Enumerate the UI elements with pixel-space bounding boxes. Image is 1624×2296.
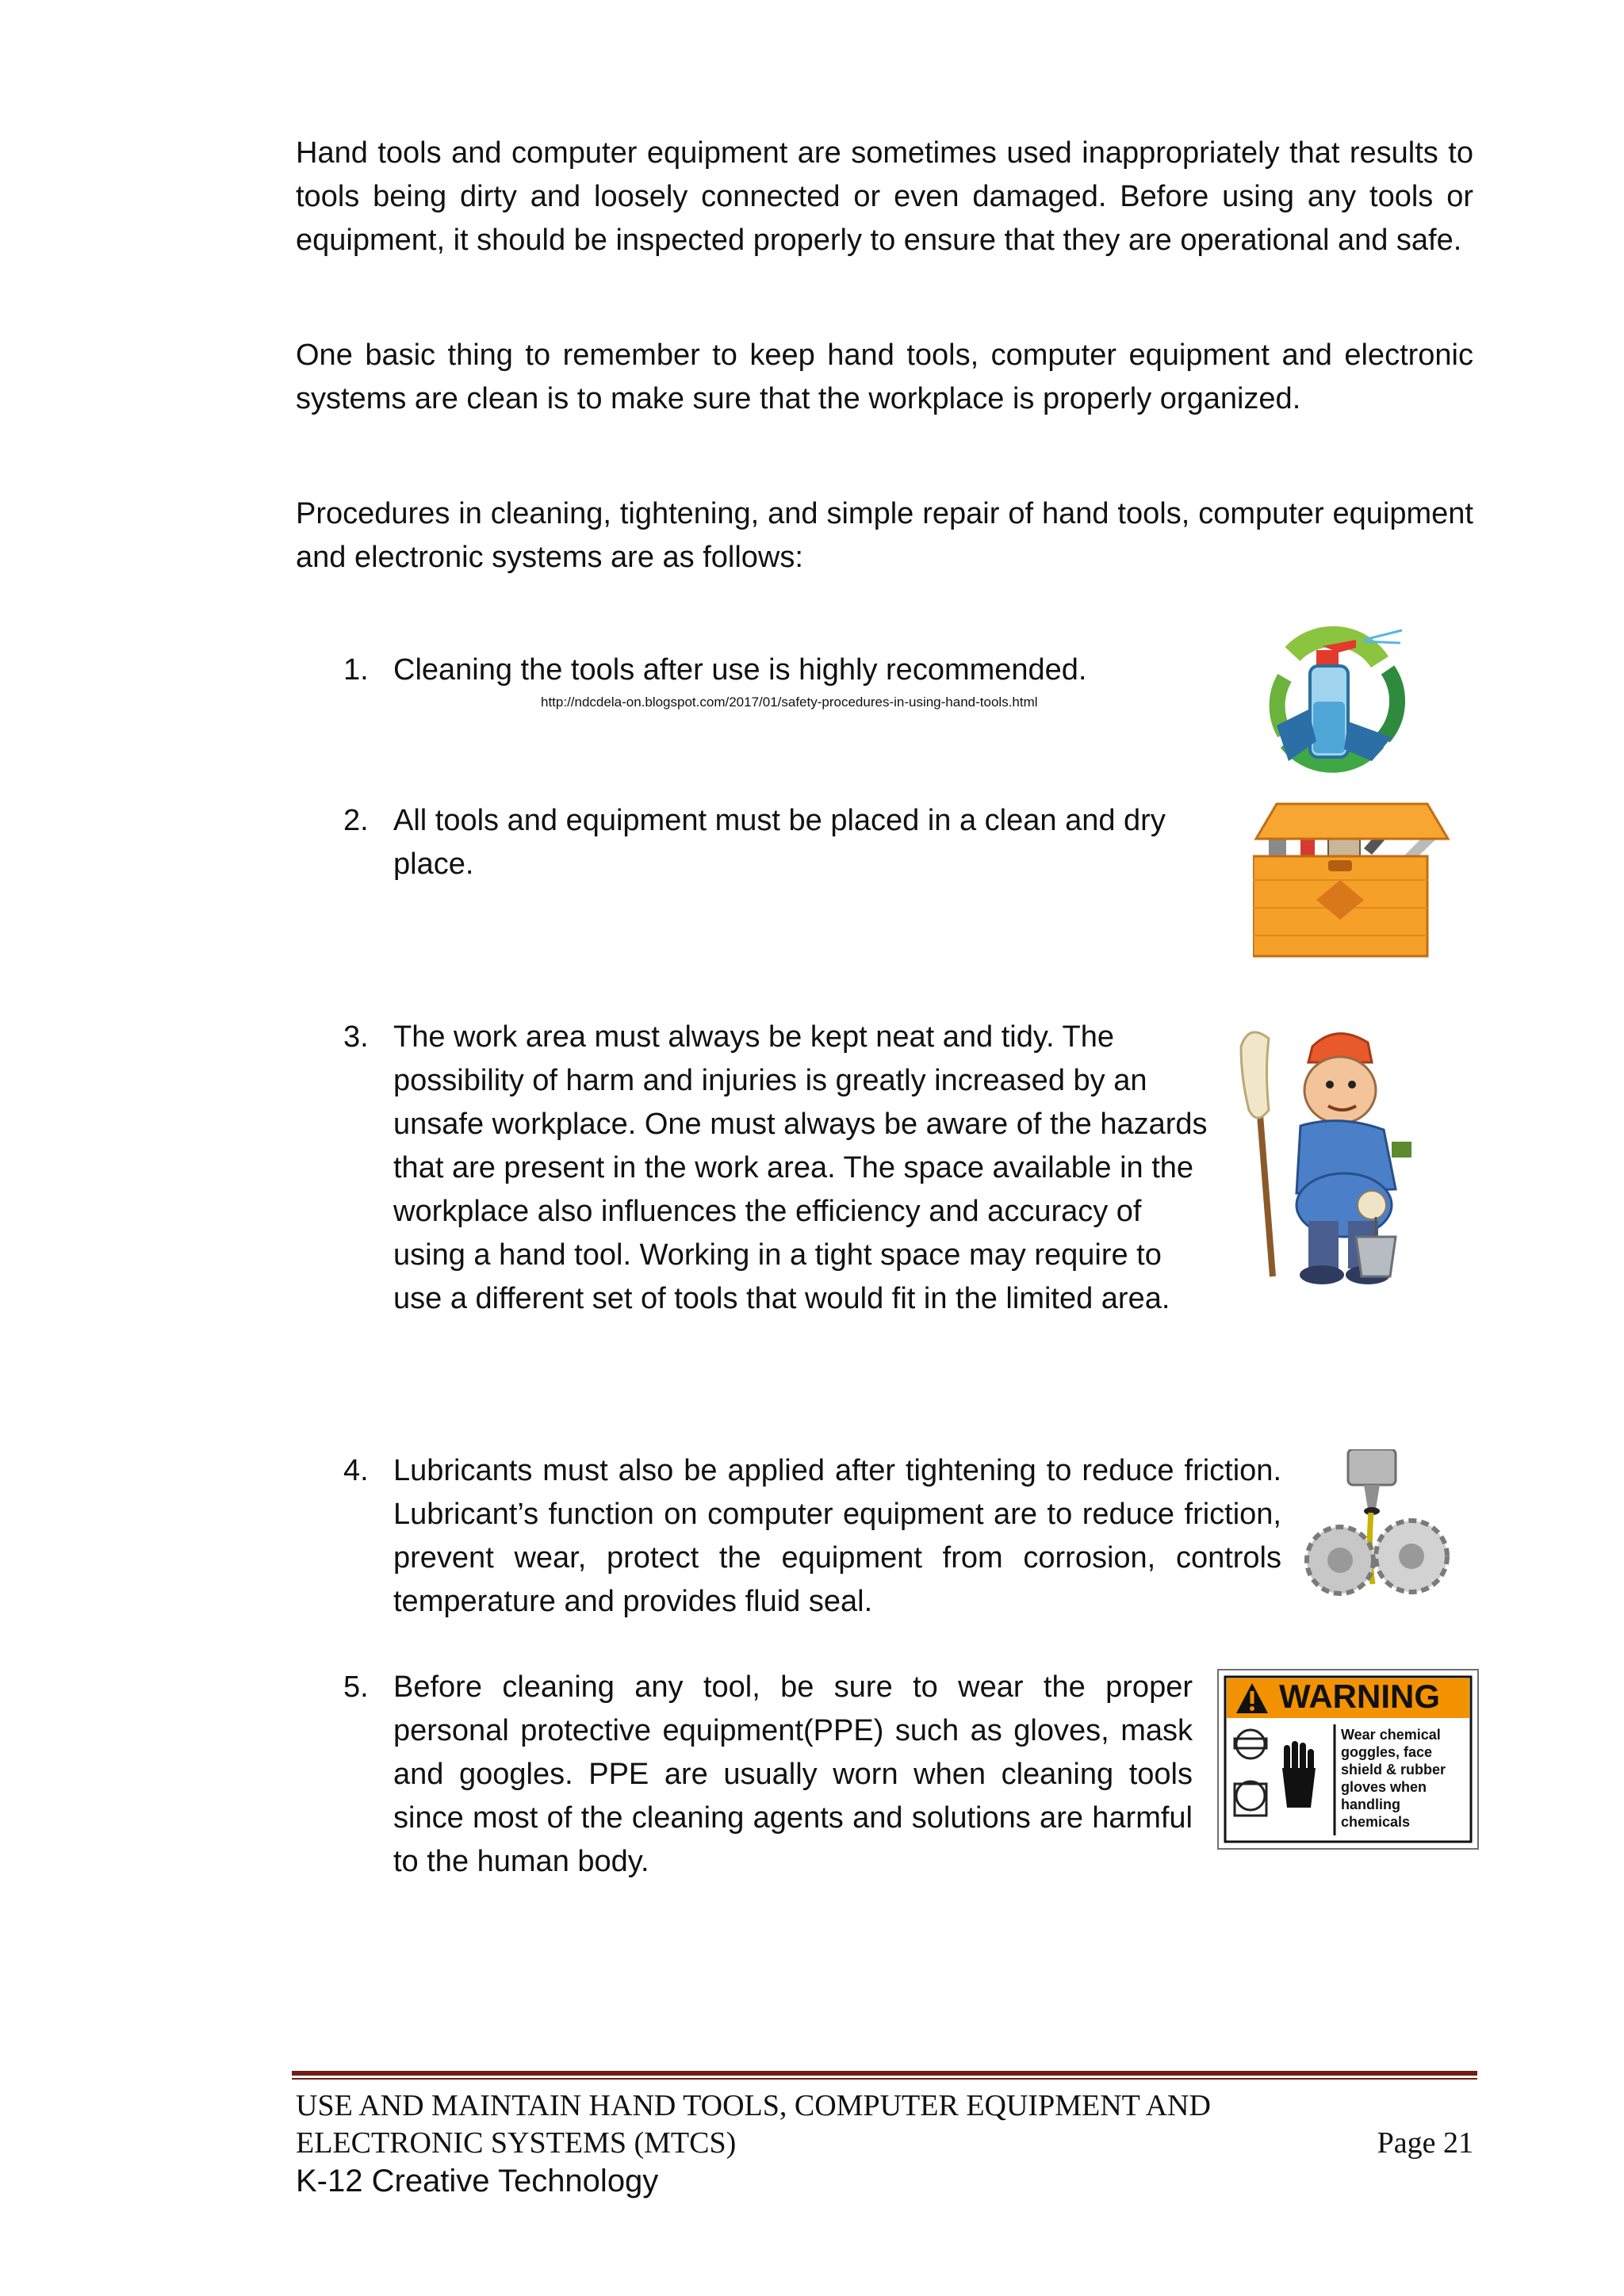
page-number: Page 21 xyxy=(1377,2126,1473,2160)
lubricant-gears-icon xyxy=(1304,1449,1451,1596)
list-item-number: 3. xyxy=(343,1020,369,1054)
list-item-text: Before cleaning any tool, be sure to wear the proper personal protective equipment(PPE) such as gloves, mask and googles. PPE are usually worn when cleaning tools since most of the cleaning agents and solutions are harmful to the human body. xyxy=(393,1670,1193,1878)
list-item-number: 4. xyxy=(343,1454,369,1487)
warning-line: goggles, face xyxy=(1341,1744,1433,1760)
footer-rule-thin xyxy=(292,2078,1477,2080)
warning-line: chemicals xyxy=(1341,1814,1411,1830)
toolbox-icon xyxy=(1253,801,1451,958)
footer-rule xyxy=(292,2071,1477,2076)
intro-paragraph-3: Procedures in cleaning, tightening, and simple repair of hand tools, computer equipment and electronic systems are as follows: xyxy=(296,497,1473,574)
intro-paragraph-2: One basic thing to remember to keep hand tools, computer equipment and electronic systems are clean is to make sure that the workplace is properly organized. xyxy=(296,339,1473,415)
spray-bottle-icon xyxy=(1261,622,1408,777)
footer-title-line-1: USE AND MAINTAIN HAND TOOLS, COMPUTER EQUIPMENT AND xyxy=(296,2089,1211,2122)
list-item-text: Lubricants must also be applied after tightening to reduce friction. Lubricant’s function on computer equipment are to reduce friction, prevent wear, protect the equipment from corrosion, controls temperature and provides fluid seal. xyxy=(393,1454,1281,1618)
list-item-number: 2. xyxy=(343,804,369,837)
warning-sign xyxy=(1217,1669,1479,1850)
list-item-text: The work area must always be kept neat and tidy. The possibility of harm and injuries is greatly increased by an unsafe workplace. One must always be aware of the hazards that are present in the work area. The space available in the workplace also influences the efficiency and accuracy of using a hand tool. Working in a tight space may require to use a different set of tools that would fit in the limited area. xyxy=(393,1020,1208,1315)
warning-title: WARNING xyxy=(1279,1678,1440,1715)
warning-message xyxy=(1341,1726,1446,1831)
footer-title-line-2: ELECTRONIC SYSTEMS (MTCS) xyxy=(296,2126,737,2160)
cleaning-man-illustration xyxy=(1225,1023,1439,1296)
warning-line: Wear chemical xyxy=(1341,1727,1441,1743)
intro-paragraph-1: Hand tools and computer equipment are sometimes used inappropriately that results to tools being dirty and loosely connected or even damaged. Before using any tools or equipment, it should be inspected properly to ensure that they are operational and safe. xyxy=(296,136,1473,257)
list-item-text: Cleaning the tools after use is highly recommended. xyxy=(393,653,1087,687)
list-item-number: 5. xyxy=(343,1670,369,1704)
source-url: http://ndcdela-on.blogspot.com/2017/01/safety-procedures-in-using-hand-tools.html xyxy=(541,695,1038,710)
list-item-text: All tools and equipment must be placed in a clean and dry place. xyxy=(393,804,1166,881)
list-item-number: 1. xyxy=(343,653,369,687)
footer-subtitle: K-12 Creative Technology xyxy=(296,2164,659,2198)
warning-line: gloves when xyxy=(1341,1779,1427,1795)
warning-line: shield & rubber xyxy=(1341,1762,1446,1777)
warning-line: handling xyxy=(1341,1797,1400,1812)
